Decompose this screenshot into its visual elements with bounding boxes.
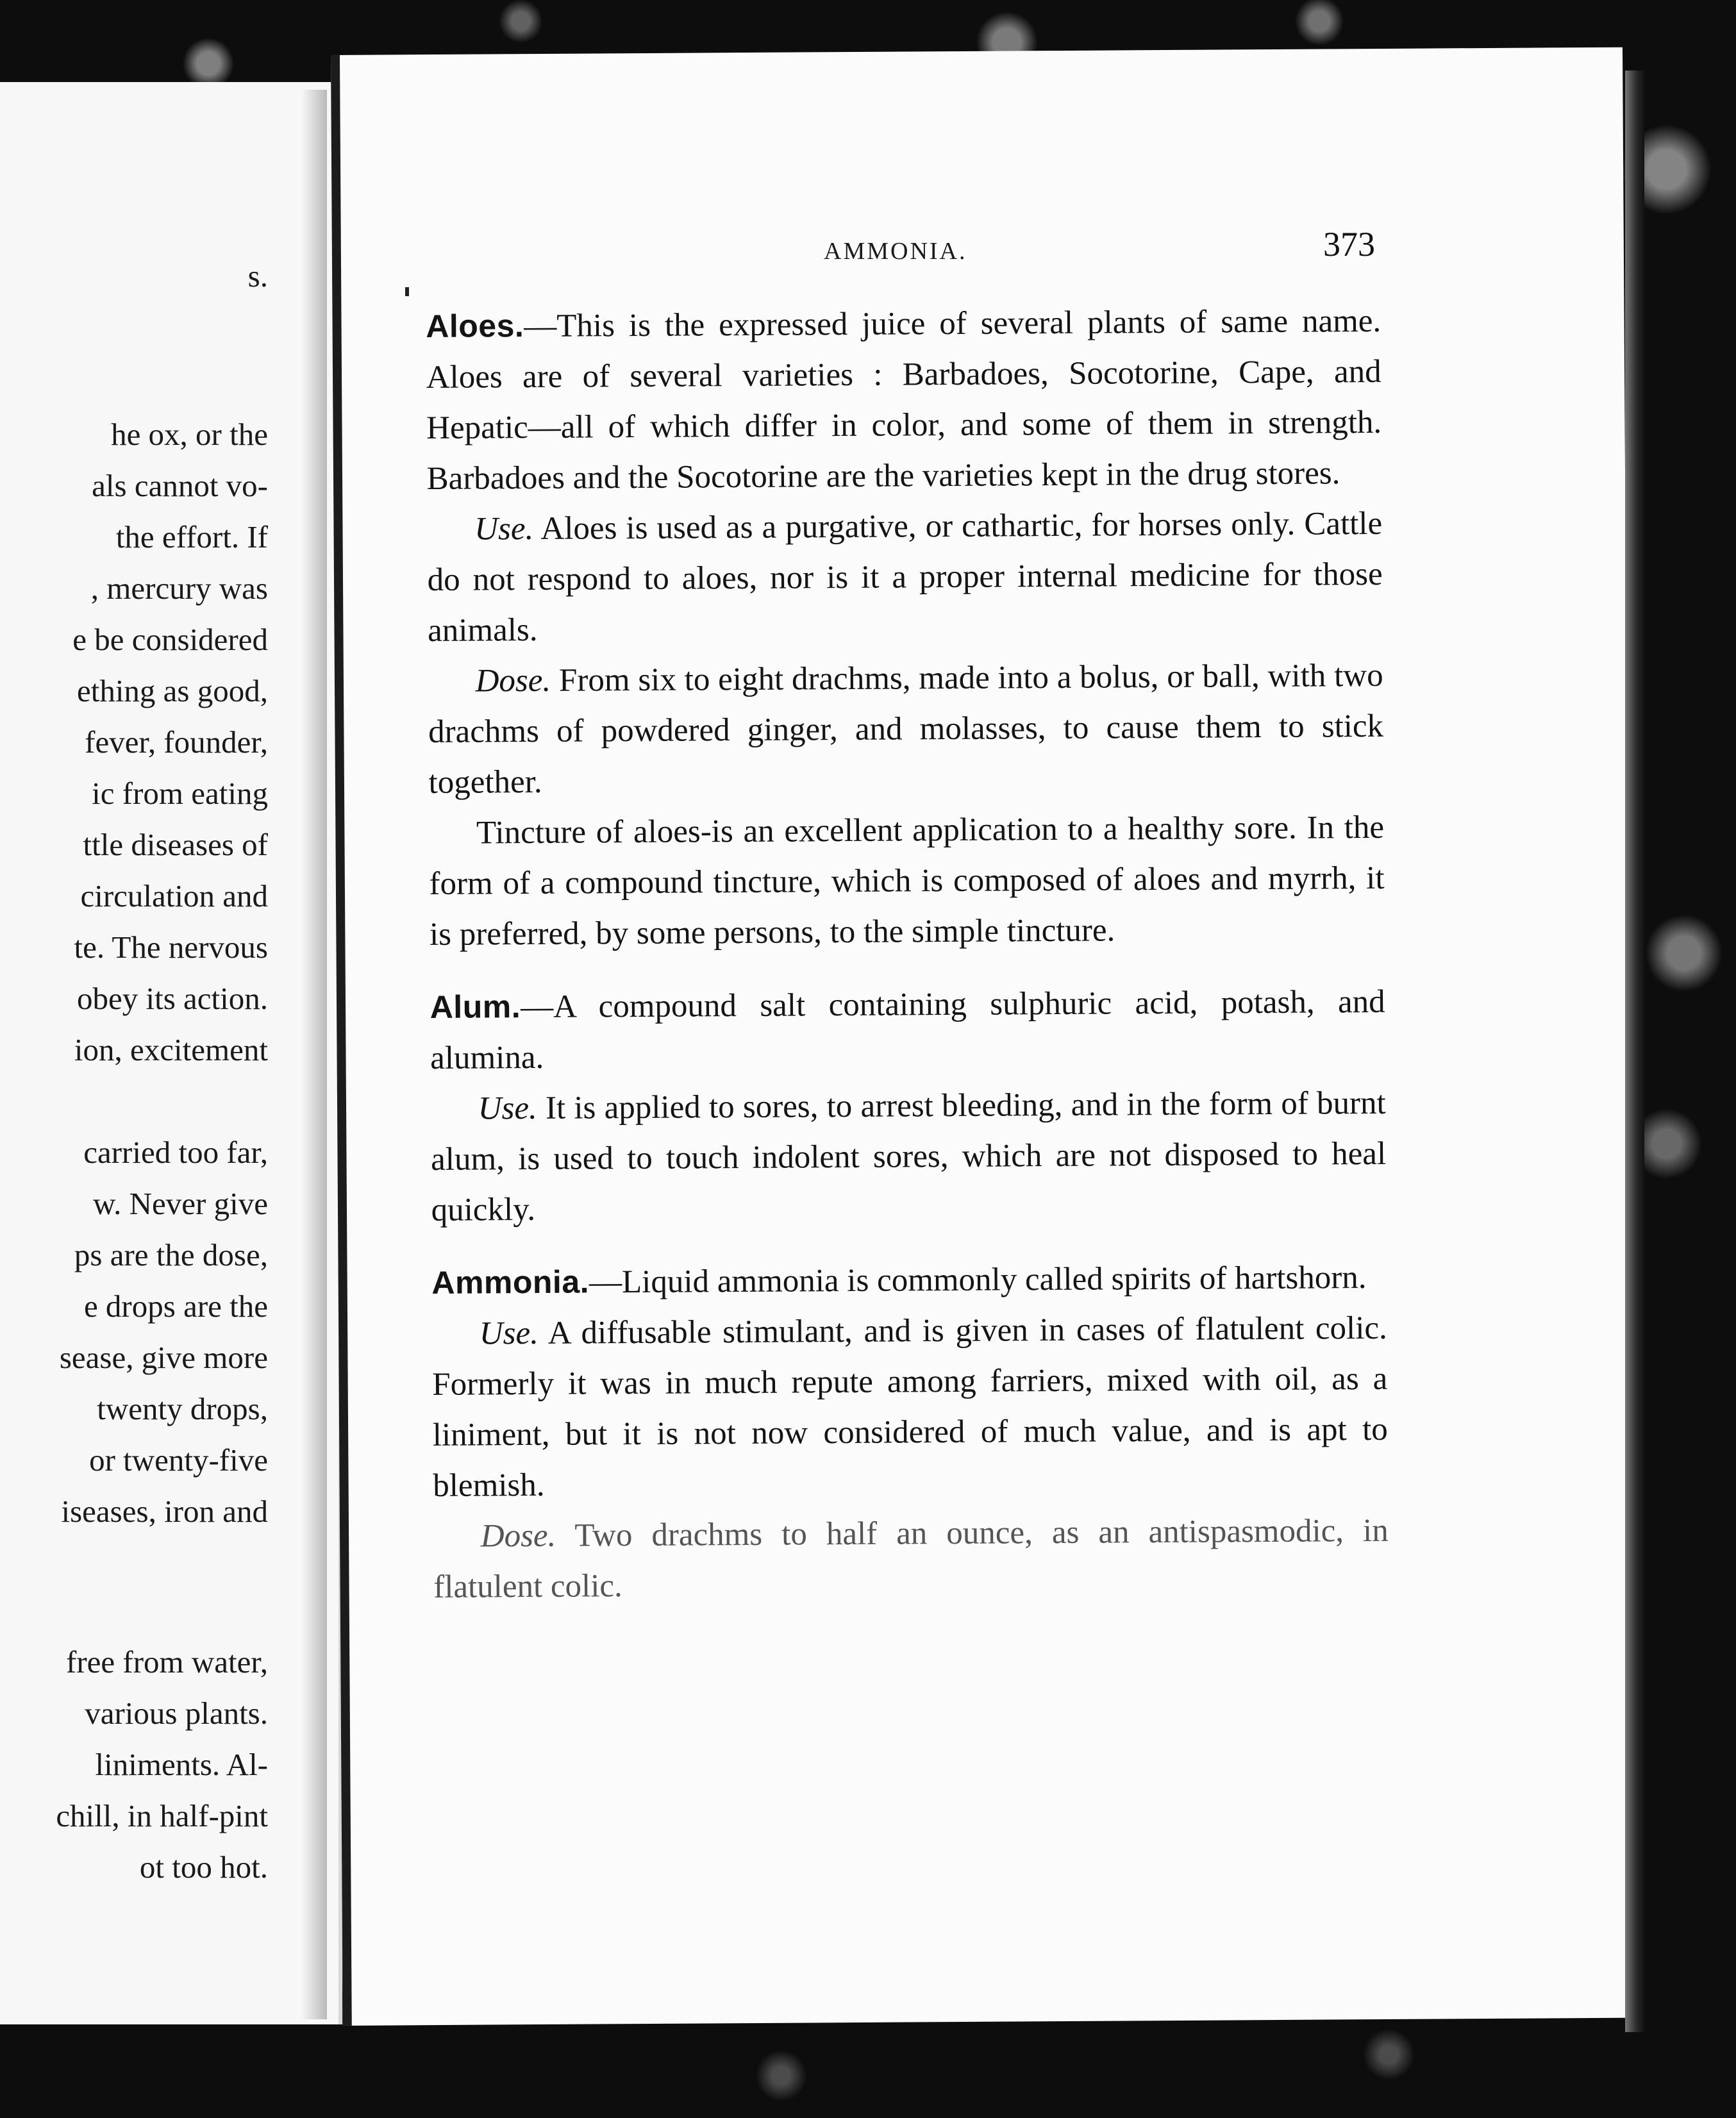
entry-definition xyxy=(431,1252,1387,1309)
use-label: Use. xyxy=(479,1315,539,1352)
entry-definition xyxy=(430,976,1385,1084)
use-text: A diffusable stimulant, and is given in cases of flatulent colic. Formerly it was in much repute among farriers, mixed with oil, as a liniment, but it is not now considered of much value, and is apt to blemish. xyxy=(432,1310,1388,1504)
page-number: 373 xyxy=(1323,225,1375,263)
book-spine-shadow xyxy=(301,90,327,2019)
left-page-line: circulation and xyxy=(80,878,268,913)
left-page-line: sease, give more xyxy=(59,1340,268,1375)
definition-text: —This is the expressed juice of several plants of same name. Aloes are of several varieties : Barbadoes, Socotorine, Cape, and Hepatic—all of which differ in color, and some of them in strength. Barbadoes and the Socotorine are the varieties kept in the drug stores. xyxy=(426,303,1382,497)
left-page-line: ps are the dose, xyxy=(74,1237,268,1272)
page-edge xyxy=(1625,71,1644,2032)
running-head: AMMONIA. xyxy=(824,238,967,265)
left-page-line: ion, excitement xyxy=(74,1032,268,1067)
dose-label: Dose. xyxy=(475,662,551,699)
entry-alum xyxy=(430,976,1386,1236)
entry-ammonia xyxy=(431,1252,1389,1613)
dose-paragraph xyxy=(428,651,1383,808)
left-page-line: e be considered xyxy=(72,622,268,657)
use-label: Use. xyxy=(474,510,534,547)
left-page-line: ic from eating xyxy=(92,776,268,811)
left-page-line: ot too hot. xyxy=(139,1849,268,1885)
entry-heading: Ammonia. xyxy=(431,1263,590,1301)
left-page-line: fever, founder, xyxy=(85,724,268,760)
left-page-line: ttle diseases of xyxy=(83,827,268,862)
left-page-line: liniments. Al- xyxy=(95,1747,268,1782)
left-facing-page xyxy=(0,82,342,2024)
page-body xyxy=(426,296,1389,1613)
left-page-line: ething as good, xyxy=(76,673,268,708)
left-page-line: carried too far, xyxy=(83,1135,268,1170)
left-page-line: obey its action. xyxy=(76,981,268,1016)
entry-definition xyxy=(426,296,1382,504)
use-paragraph xyxy=(427,499,1383,656)
left-page-line: , mercury was xyxy=(90,571,268,606)
left-page-line: iseases, iron and xyxy=(61,1494,268,1529)
left-page-line: chill, in half-pint xyxy=(56,1798,268,1833)
definition-text: —Liquid ammonia is commonly called spirits of hartshorn. xyxy=(588,1260,1367,1301)
use-paragraph xyxy=(432,1303,1389,1512)
tincture-paragraph: Tincture of aloes-is an excellent application to a healthy sore. In the form of a compound tincture, which is composed of aloes and myrrh, it is preferred, by some persons, to the simple tincture. xyxy=(429,809,1385,953)
left-page-line: s. xyxy=(247,258,268,294)
dose-paragraph xyxy=(433,1506,1389,1613)
left-page-line: te. The nervous xyxy=(74,930,268,965)
entry-heading: Aloes. xyxy=(426,308,524,344)
left-page-line: or twenty-five xyxy=(89,1442,268,1478)
left-page-line: als cannot vo- xyxy=(92,468,268,503)
use-text: Aloes is used as a purgative, or cathartic, for horses only. Cattle do not respond to aloes, nor is it a proper internal medicine for those animals. xyxy=(427,505,1383,649)
left-page-line: free from water, xyxy=(66,1644,268,1680)
definition-text: —A compound salt containing sulphuric acid, potash, and alumina. xyxy=(430,983,1385,1076)
left-page-line: various plants. xyxy=(85,1696,268,1731)
dose-text: Two drachms to half an ounce, as an antispasmodic, in flatulent colic. xyxy=(433,1512,1389,1605)
use-text: It is applied to sores, to arrest bleeding, and in the form of burnt alum, is used to touch indolent sores, which are not disposed to heal quickly. xyxy=(431,1085,1387,1228)
dose-label: Dose. xyxy=(480,1517,556,1555)
left-page-line: the effort. If xyxy=(115,519,268,555)
left-page-line: he ox, or the xyxy=(111,417,268,452)
ink-speck xyxy=(405,287,409,296)
left-page-line: w. Never give xyxy=(92,1186,268,1221)
dose-text: From six to eight drachms, made into a bolus, or ball, with two drachms of powdered ginger, and molasses, to cause them to stick together. xyxy=(428,657,1384,801)
entry-heading: Alum. xyxy=(430,988,521,1025)
left-page-line: twenty drops, xyxy=(97,1391,268,1426)
left-page-line: e drops are the xyxy=(83,1288,268,1324)
entry-aloes xyxy=(426,296,1385,960)
use-paragraph xyxy=(430,1078,1386,1236)
use-label: Use. xyxy=(478,1090,537,1127)
